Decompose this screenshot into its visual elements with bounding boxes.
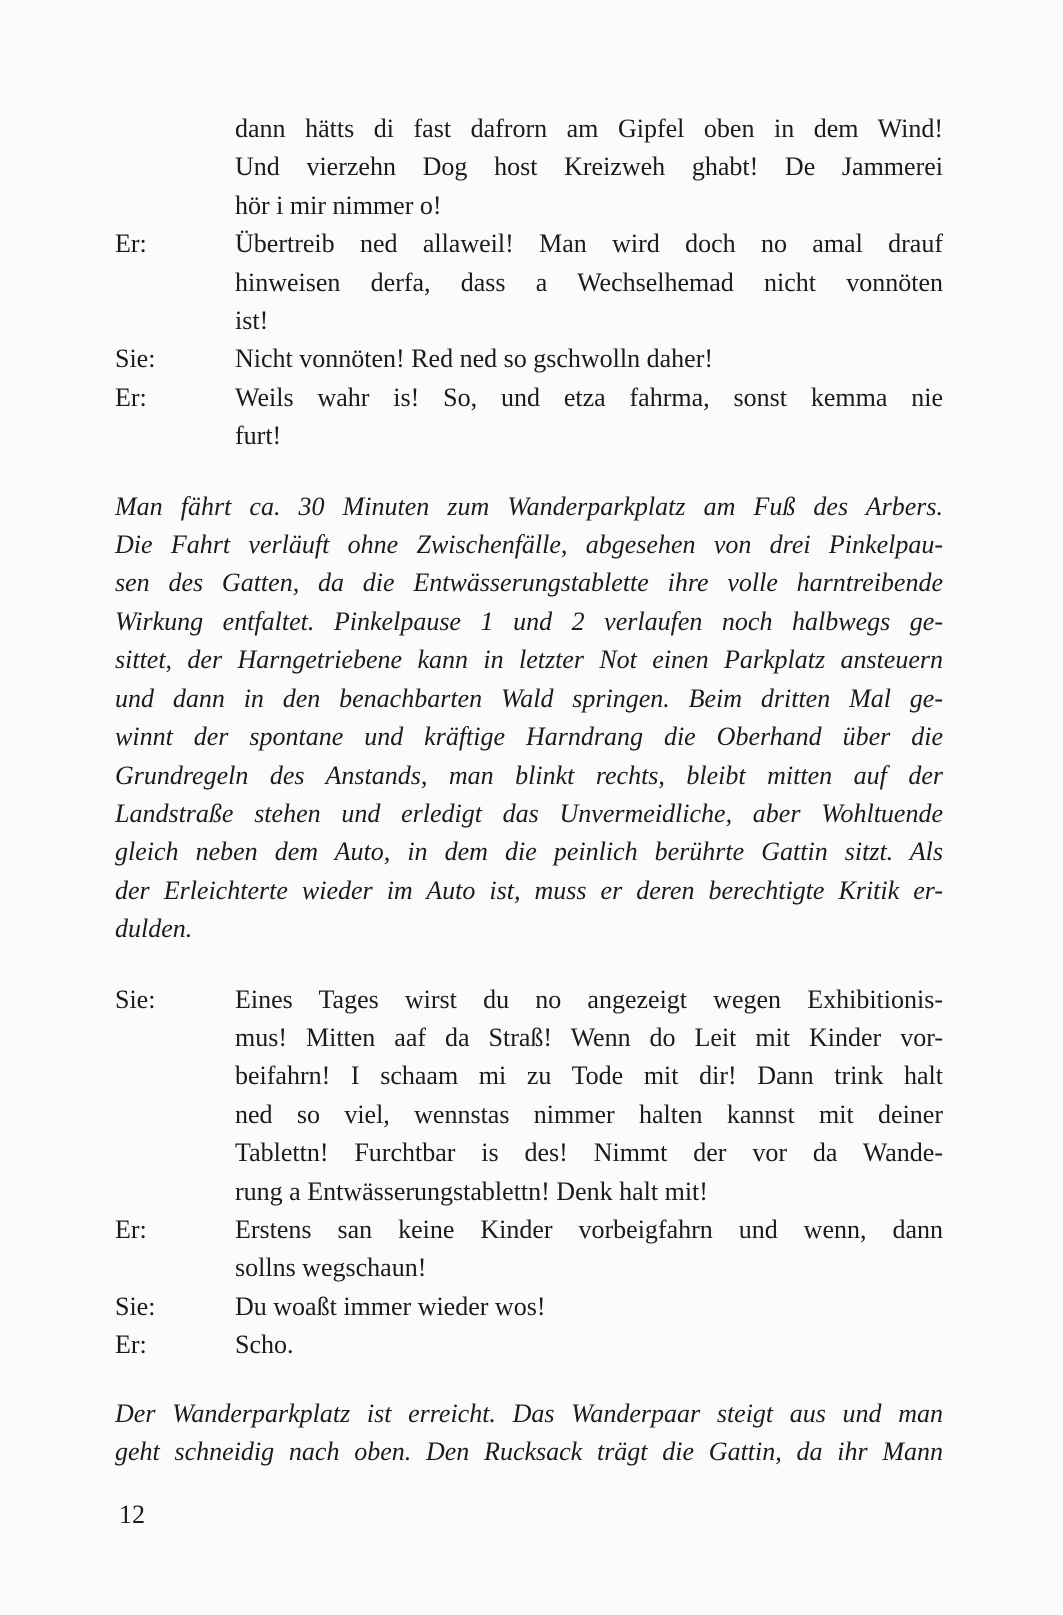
speech-line: mus! Mitten aaf da Straß! Wenn do Leit mit Kinder vor- — [235, 1022, 943, 1052]
speech-line: ist! — [235, 306, 269, 336]
narration-line: Man fährt ca. 30 Minuten zum Wanderparkplatz am Fuß des Arbers. — [115, 491, 943, 521]
narration-line: dulden. — [115, 914, 193, 944]
speech-text — [235, 110, 943, 225]
speech-line: hinweisen derfa, dass a Wechselhemad nicht vonnöten — [235, 267, 943, 297]
dialogue-entry — [115, 225, 943, 340]
page-number: 12 — [119, 1500, 145, 1529]
narration-line: sen des Gatten, da die Entwässerungstablette ihre volle harntreibende — [115, 568, 943, 598]
narration-line: Grundregeln des Anstands, man blinkt rechts, bleibt mitten auf der — [115, 760, 943, 790]
speech-text — [235, 981, 943, 1211]
dialogue-entry — [115, 340, 943, 378]
speech-line: sollns wegschaun! — [235, 1253, 427, 1283]
narration-line: gleich neben dem Auto, in dem die peinlich berührte Gattin sitzt. Als — [115, 837, 943, 867]
speaker-label: Sie: — [115, 344, 156, 374]
dialogue-entry — [115, 981, 943, 1211]
dialogue-entry — [115, 379, 943, 456]
speech-line: Erstens san keine Kinder vorbeigfahrn und wenn, dann — [235, 1214, 943, 1244]
narration-line: winnt der spontane und kräftige Harndrang die Oberhand über die — [115, 722, 943, 752]
speech-line: Eines Tages wirst du no angezeigt wegen Exhibitionis- — [235, 984, 943, 1014]
narration-line: und dann in den benachbarten Wald springen. Beim dritten Mal ge- — [115, 683, 943, 713]
speech-text — [235, 225, 943, 340]
narration-line: Landstraße stehen und erledigt das Unvermeidliche, aber Wohltuende — [115, 798, 943, 828]
speech-line: Scho. — [235, 1330, 294, 1360]
narration-line: der Erleichterte wieder im Auto ist, muss er deren berechtigte Kritik er- — [115, 875, 943, 905]
speech-text — [235, 379, 943, 456]
text-block — [115, 110, 943, 1471]
speaker-label: Sie: — [115, 984, 156, 1014]
speaker-label: Er: — [115, 229, 147, 259]
speech-line: Nicht vonnöten! Red ned so gschwolln daher! — [235, 344, 714, 374]
speech-line: Und vierzehn Dog host Kreizweh ghabt! De Jammerei — [235, 152, 943, 182]
speech-line: Weils wahr is! So, und etza fahrma, sonst kemma nie — [235, 382, 943, 412]
speech-line: dann hätts di fast dafrorn am Gipfel oben in dem Wind! — [235, 114, 943, 143]
speech-line: Übertreib ned allaweil! Man wird doch no amal drauf — [235, 229, 943, 259]
speech-text — [235, 1288, 943, 1326]
dialogue-entry — [115, 1288, 943, 1326]
speech-line: rung a Entwässerungstablettn! Denk halt mit! — [235, 1176, 708, 1206]
narration-line: Die Fahrt verläuft ohne Zwischenfälle, abgesehen von drei Pinkelpau- — [115, 530, 943, 560]
dialogue-section-top — [115, 110, 943, 456]
speaker-label: Sie: — [115, 1291, 156, 1321]
dialogue-entry — [115, 1211, 943, 1288]
dialogue-entry — [115, 110, 943, 225]
speech-text — [235, 1326, 943, 1364]
speech-line: hör i mir nimmer o! — [235, 190, 442, 220]
speaker-label: Er: — [115, 1214, 147, 1244]
speaker-label: Er: — [115, 1330, 147, 1360]
dialogue-entry — [115, 1326, 943, 1364]
narration-line: Wirkung entfaltet. Pinkelpause 1 und 2 verlaufen noch halbwegs ge- — [115, 606, 943, 636]
speech-line: ned so viel, wennstas nimmer halten kannst mit deiner — [235, 1099, 943, 1129]
speech-text — [235, 340, 943, 378]
speaker-label: Er: — [115, 382, 147, 412]
narration-line: sittet, der Harngetriebene kann in letzter Not einen Parkplatz ansteuern — [115, 645, 943, 675]
speech-line: beifahrn! I schaam mi zu Tode mit dir! Dann trink halt — [235, 1061, 943, 1091]
narration-paragraph — [115, 1395, 943, 1472]
speech-text — [235, 1211, 943, 1288]
narration-line: geht schneidig nach oben. Den Rucksack trägt die Gattin, da ihr Mann — [115, 1437, 943, 1466]
speech-line: Du woaßt immer wieder wos! — [235, 1291, 546, 1321]
narration-paragraph — [115, 488, 943, 949]
narration-line: Der Wanderparkplatz ist erreicht. Das Wanderpaar steigt aus und man — [115, 1398, 943, 1428]
speech-line: Tablettn! Furchtbar is des! Nimmt der vor da Wande- — [235, 1138, 943, 1168]
speech-line: furt! — [235, 421, 282, 451]
dialogue-section-bottom — [115, 981, 943, 1365]
